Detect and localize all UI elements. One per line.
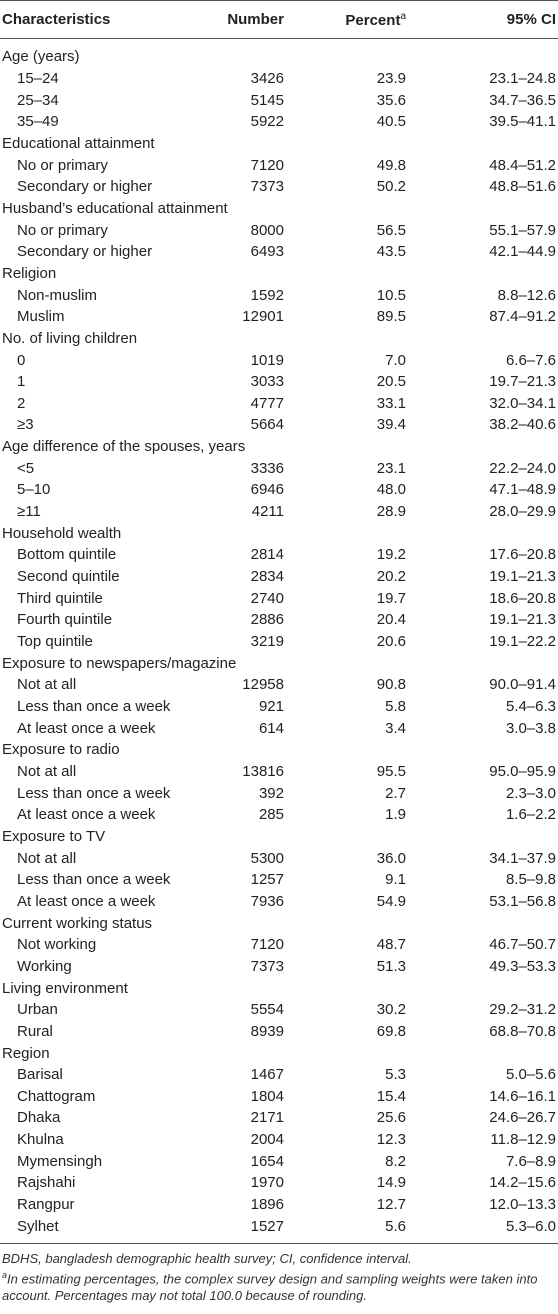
row-ci: 19.1–21.3 bbox=[489, 611, 556, 629]
table-row bbox=[0, 349, 558, 371]
row-percent: 54.9 bbox=[376, 892, 406, 910]
row-number: 8000 bbox=[250, 221, 284, 239]
table-row bbox=[0, 999, 558, 1021]
table-row bbox=[0, 1064, 558, 1086]
table-row bbox=[0, 371, 558, 393]
table-row bbox=[0, 761, 558, 783]
row-label: Less than once a week bbox=[17, 871, 171, 889]
row-number: 2004 bbox=[250, 1131, 284, 1149]
row-percent: 3.4 bbox=[385, 719, 406, 737]
table-row bbox=[0, 1150, 558, 1172]
row-percent: 20.5 bbox=[376, 373, 406, 391]
row-label: Secondary or higher bbox=[17, 243, 153, 261]
table-row bbox=[0, 1194, 558, 1216]
row-percent: 12.7 bbox=[376, 1196, 406, 1214]
table-row bbox=[0, 284, 558, 306]
table-row bbox=[0, 1107, 558, 1129]
row-percent: 19.7 bbox=[376, 589, 406, 607]
header-percent bbox=[284, 11, 406, 29]
table-row bbox=[0, 501, 558, 523]
table-row bbox=[0, 414, 558, 436]
row-ci: 6.6–7.6 bbox=[505, 351, 556, 369]
row-number: 1257 bbox=[250, 871, 284, 889]
group-row bbox=[0, 46, 558, 68]
row-number: 614 bbox=[258, 719, 284, 737]
row-percent: 30.2 bbox=[376, 1001, 406, 1019]
row-number: 13816 bbox=[242, 762, 284, 780]
row-percent: 89.5 bbox=[376, 308, 406, 326]
group-row bbox=[0, 328, 558, 350]
row-ci: 49.3–53.3 bbox=[489, 957, 556, 975]
table-row bbox=[0, 674, 558, 696]
row-label: No or primary bbox=[17, 221, 108, 239]
row-percent: 28.9 bbox=[376, 503, 406, 521]
row-number: 5300 bbox=[250, 849, 284, 867]
row-ci: 34.7–36.5 bbox=[489, 91, 556, 109]
row-ci: 7.6–8.9 bbox=[505, 1152, 556, 1170]
row-number: 5664 bbox=[250, 416, 284, 434]
row-label: Not working bbox=[17, 936, 97, 954]
row-number: 2814 bbox=[250, 546, 284, 564]
row-percent: 95.5 bbox=[376, 762, 406, 780]
row-label: 5–10 bbox=[17, 481, 51, 499]
row-percent: 51.3 bbox=[376, 957, 406, 975]
row-ci: 53.1–56.8 bbox=[489, 892, 556, 910]
row-number: 5922 bbox=[250, 113, 284, 131]
group-row bbox=[0, 263, 558, 285]
row-number: 921 bbox=[258, 698, 284, 716]
row-label: Khulna bbox=[17, 1131, 64, 1149]
row-ci: 5.4–6.3 bbox=[505, 698, 556, 716]
row-number: 1019 bbox=[250, 351, 284, 369]
row-ci: 29.2–31.2 bbox=[489, 1001, 556, 1019]
table-row bbox=[0, 934, 558, 956]
row-ci: 87.4–91.2 bbox=[489, 308, 556, 326]
row-percent: 48.7 bbox=[376, 936, 406, 954]
row-number: 7373 bbox=[250, 957, 284, 975]
header-percent-label: Percent bbox=[345, 11, 401, 29]
group-row bbox=[0, 133, 558, 155]
table-body bbox=[0, 39, 558, 1237]
row-ci: 42.1–44.9 bbox=[489, 243, 556, 261]
row-label: <5 bbox=[17, 459, 35, 477]
row-percent: 23.9 bbox=[376, 69, 406, 87]
row-label: Current working status bbox=[2, 914, 153, 932]
row-label: Rangpur bbox=[17, 1196, 75, 1214]
table-row bbox=[0, 804, 558, 826]
row-percent: 50.2 bbox=[376, 178, 406, 196]
row-percent: 40.5 bbox=[376, 113, 406, 131]
row-number: 1527 bbox=[250, 1217, 284, 1235]
row-number: 12958 bbox=[242, 676, 284, 694]
row-label: Top quintile bbox=[17, 633, 93, 651]
group-row bbox=[0, 826, 558, 848]
row-number: 3336 bbox=[250, 459, 284, 477]
table-row bbox=[0, 631, 558, 653]
row-ci: 14.2–15.6 bbox=[489, 1174, 556, 1192]
row-number: 7120 bbox=[250, 936, 284, 954]
row-label: 2 bbox=[17, 394, 26, 412]
row-percent: 33.1 bbox=[376, 394, 406, 412]
row-label: 1 bbox=[17, 373, 26, 391]
row-number: 6946 bbox=[250, 481, 284, 499]
table-row bbox=[0, 609, 558, 631]
row-number: 8939 bbox=[250, 1022, 284, 1040]
row-number: 1467 bbox=[250, 1066, 284, 1084]
row-percent: 15.4 bbox=[376, 1087, 406, 1105]
row-ci: 34.1–37.9 bbox=[489, 849, 556, 867]
row-number: 5145 bbox=[250, 91, 284, 109]
row-number: 2834 bbox=[250, 568, 284, 586]
row-number: 3219 bbox=[250, 633, 284, 651]
group-row bbox=[0, 436, 558, 458]
row-label: Bottom quintile bbox=[17, 546, 117, 564]
row-percent: 56.5 bbox=[376, 221, 406, 239]
row-label: 0 bbox=[17, 351, 26, 369]
table-row bbox=[0, 847, 558, 869]
row-label: Third quintile bbox=[17, 589, 103, 607]
group-row bbox=[0, 977, 558, 999]
row-ci: 48.4–51.2 bbox=[489, 156, 556, 174]
row-number: 392 bbox=[258, 784, 284, 802]
row-label: At least once a week bbox=[17, 719, 156, 737]
row-percent: 20.6 bbox=[376, 633, 406, 651]
row-label: Barisal bbox=[17, 1066, 63, 1084]
row-number: 4777 bbox=[250, 394, 284, 412]
table-row bbox=[0, 111, 558, 133]
row-label: ≥3 bbox=[17, 416, 34, 434]
row-ci: 23.1–24.8 bbox=[489, 69, 556, 87]
row-label: Exposure to TV bbox=[2, 827, 106, 845]
table-row bbox=[0, 68, 558, 90]
table-row bbox=[0, 219, 558, 241]
table-row bbox=[0, 479, 558, 501]
row-label: ≥11 bbox=[17, 503, 41, 521]
row-number: 285 bbox=[258, 806, 284, 824]
row-number: 2886 bbox=[250, 611, 284, 629]
row-ci: 17.6–20.8 bbox=[489, 546, 556, 564]
row-label: No or primary bbox=[17, 156, 108, 174]
row-label: Working bbox=[17, 957, 72, 975]
row-ci: 19.7–21.3 bbox=[489, 373, 556, 391]
row-percent: 8.2 bbox=[385, 1152, 406, 1170]
row-label: Non-muslim bbox=[17, 286, 98, 304]
row-label: 15–24 bbox=[17, 69, 59, 87]
row-label: Secondary or higher bbox=[17, 178, 153, 196]
row-percent: 2.7 bbox=[385, 784, 406, 802]
row-number: 1970 bbox=[250, 1174, 284, 1192]
row-percent: 20.2 bbox=[376, 568, 406, 586]
row-percent: 5.8 bbox=[385, 698, 406, 716]
row-label: No. of living children bbox=[2, 329, 138, 347]
table-row bbox=[0, 891, 558, 913]
row-ci: 1.6–2.2 bbox=[505, 806, 556, 824]
row-label: Fourth quintile bbox=[17, 611, 113, 629]
row-ci: 8.8–12.6 bbox=[497, 286, 556, 304]
row-label: At least once a week bbox=[17, 892, 156, 910]
row-percent: 23.1 bbox=[376, 459, 406, 477]
row-number: 3426 bbox=[250, 69, 284, 87]
row-number: 7373 bbox=[250, 178, 284, 196]
row-label: 25–34 bbox=[17, 91, 59, 109]
row-percent: 49.8 bbox=[376, 156, 406, 174]
row-label: Sylhet bbox=[17, 1217, 59, 1235]
table-header bbox=[0, 0, 558, 39]
row-label: Exposure to radio bbox=[2, 741, 120, 759]
group-row bbox=[0, 522, 558, 544]
table-row bbox=[0, 393, 558, 415]
table-row bbox=[0, 1172, 558, 1194]
group-row bbox=[0, 739, 558, 761]
row-label: Region bbox=[2, 1044, 50, 1062]
row-label: Household wealth bbox=[2, 524, 122, 542]
table-row bbox=[0, 587, 558, 609]
table-row bbox=[0, 457, 558, 479]
row-percent: 19.2 bbox=[376, 546, 406, 564]
row-number: 3033 bbox=[250, 373, 284, 391]
row-number: 12901 bbox=[242, 308, 284, 326]
row-label: Mymensingh bbox=[17, 1152, 103, 1170]
row-ci: 46.7–50.7 bbox=[489, 936, 556, 954]
row-percent: 36.0 bbox=[376, 849, 406, 867]
row-percent: 5.6 bbox=[385, 1217, 406, 1235]
row-label: Muslim bbox=[17, 308, 65, 326]
row-number: 2171 bbox=[250, 1109, 284, 1127]
row-number: 7936 bbox=[250, 892, 284, 910]
row-ci: 14.6–16.1 bbox=[489, 1087, 556, 1105]
table-row bbox=[0, 1021, 558, 1043]
row-label: Age difference of the spouses, years bbox=[2, 438, 246, 456]
row-percent: 35.6 bbox=[376, 91, 406, 109]
row-label: Exposure to newspapers/magazine bbox=[2, 654, 237, 672]
row-ci: 12.0–13.3 bbox=[489, 1196, 556, 1214]
row-ci: 8.5–9.8 bbox=[505, 871, 556, 889]
row-label: Not at all bbox=[17, 849, 77, 867]
table-row bbox=[0, 544, 558, 566]
row-percent: 9.1 bbox=[385, 871, 406, 889]
row-percent: 1.9 bbox=[385, 806, 406, 824]
footnote-a-mark: a bbox=[2, 1270, 8, 1281]
group-row bbox=[0, 198, 558, 220]
row-label: Dhaka bbox=[17, 1109, 61, 1127]
row-label: Less than once a week bbox=[17, 698, 171, 716]
row-number: 7120 bbox=[250, 156, 284, 174]
row-percent: 5.3 bbox=[385, 1066, 406, 1084]
footnote-a bbox=[2, 1267, 558, 1304]
row-ci: 28.0–29.9 bbox=[489, 503, 556, 521]
row-ci: 24.6–26.7 bbox=[489, 1109, 556, 1127]
footnote-abbreviations: BDHS, bangladesh demographic health survey; CI, confidence interval. bbox=[2, 1251, 412, 1267]
row-percent: 90.8 bbox=[376, 676, 406, 694]
row-label: Rural bbox=[17, 1022, 53, 1040]
row-ci: 95.0–95.9 bbox=[489, 762, 556, 780]
table-row bbox=[0, 717, 558, 739]
header-characteristics: Characteristics bbox=[2, 11, 111, 28]
row-label: Age (years) bbox=[2, 48, 80, 66]
table-row bbox=[0, 566, 558, 588]
group-row bbox=[0, 652, 558, 674]
row-ci: 2.3–3.0 bbox=[505, 784, 556, 802]
table-row bbox=[0, 89, 558, 111]
row-number: 4211 bbox=[251, 503, 284, 521]
row-percent: 7.0 bbox=[385, 351, 406, 369]
row-label: Husband’s educational attainment bbox=[2, 199, 228, 217]
row-ci: 3.0–3.8 bbox=[505, 719, 556, 737]
row-label: Less than once a week bbox=[17, 784, 171, 802]
row-percent: 20.4 bbox=[376, 611, 406, 629]
row-label: Urban bbox=[17, 1001, 58, 1019]
row-ci: 32.0–34.1 bbox=[489, 394, 556, 412]
row-label: Living environment bbox=[2, 979, 128, 997]
row-number: 1592 bbox=[250, 286, 284, 304]
row-label: Chattogram bbox=[17, 1087, 96, 1105]
row-percent: 43.5 bbox=[376, 243, 406, 261]
table-row bbox=[0, 869, 558, 891]
row-number: 6493 bbox=[250, 243, 284, 261]
row-label: Not at all bbox=[17, 676, 77, 694]
row-label: Religion bbox=[2, 264, 57, 282]
row-label: At least once a week bbox=[17, 806, 156, 824]
row-number: 5554 bbox=[250, 1001, 284, 1019]
row-ci: 5.0–5.6 bbox=[505, 1066, 556, 1084]
table-footnotes bbox=[0, 1244, 558, 1304]
table-row bbox=[0, 241, 558, 263]
row-percent: 12.3 bbox=[376, 1131, 406, 1149]
row-ci: 55.1–57.9 bbox=[489, 221, 556, 239]
row-ci: 48.8–51.6 bbox=[489, 178, 556, 196]
row-percent: 14.9 bbox=[376, 1174, 406, 1192]
row-number: 1804 bbox=[250, 1087, 284, 1105]
row-label: 35–49 bbox=[17, 113, 59, 131]
header-ci: 95% CI bbox=[506, 11, 556, 28]
table-row bbox=[0, 782, 558, 804]
table-row bbox=[0, 956, 558, 978]
row-ci: 90.0–91.4 bbox=[489, 676, 556, 694]
row-ci: 39.5–41.1 bbox=[489, 113, 556, 131]
row-ci: 68.8–70.8 bbox=[489, 1022, 556, 1040]
table-row bbox=[0, 1129, 558, 1151]
row-ci: 19.1–21.3 bbox=[489, 568, 556, 586]
table-row bbox=[0, 154, 558, 176]
footnote-a-text: In estimating percentages, the complex survey design and sampling weights were taken into account. Percentages may not total 100.0 because of rounding. bbox=[2, 1271, 538, 1304]
table-row bbox=[0, 1086, 558, 1108]
row-label: Not at all bbox=[17, 762, 77, 780]
row-percent: 39.4 bbox=[376, 416, 406, 434]
row-label: Rajshahi bbox=[17, 1174, 76, 1192]
group-row bbox=[0, 1042, 558, 1064]
row-number: 1896 bbox=[250, 1196, 284, 1214]
row-percent: 10.5 bbox=[376, 286, 406, 304]
row-ci: 11.8–12.9 bbox=[490, 1131, 556, 1149]
header-number: Number bbox=[227, 11, 284, 28]
row-ci: 18.6–20.8 bbox=[489, 589, 556, 607]
table-row bbox=[0, 696, 558, 718]
group-row bbox=[0, 912, 558, 934]
row-ci: 5.3–6.0 bbox=[505, 1217, 556, 1235]
row-ci: 47.1–48.9 bbox=[489, 481, 556, 499]
row-percent: 25.6 bbox=[376, 1109, 406, 1127]
row-percent: 69.8 bbox=[376, 1022, 406, 1040]
row-ci: 38.2–40.6 bbox=[489, 416, 556, 434]
row-number: 2740 bbox=[250, 589, 284, 607]
row-ci: 19.1–22.2 bbox=[489, 633, 556, 651]
row-label: Educational attainment bbox=[2, 134, 155, 152]
row-number: 1654 bbox=[250, 1152, 284, 1170]
row-percent: 48.0 bbox=[376, 481, 406, 499]
table-row bbox=[0, 306, 558, 328]
header-percent-footnote-mark: a bbox=[400, 10, 406, 22]
row-ci: 22.2–24.0 bbox=[489, 459, 556, 477]
row-label: Second quintile bbox=[17, 568, 120, 586]
table-row bbox=[0, 176, 558, 198]
table-row bbox=[0, 1215, 558, 1237]
